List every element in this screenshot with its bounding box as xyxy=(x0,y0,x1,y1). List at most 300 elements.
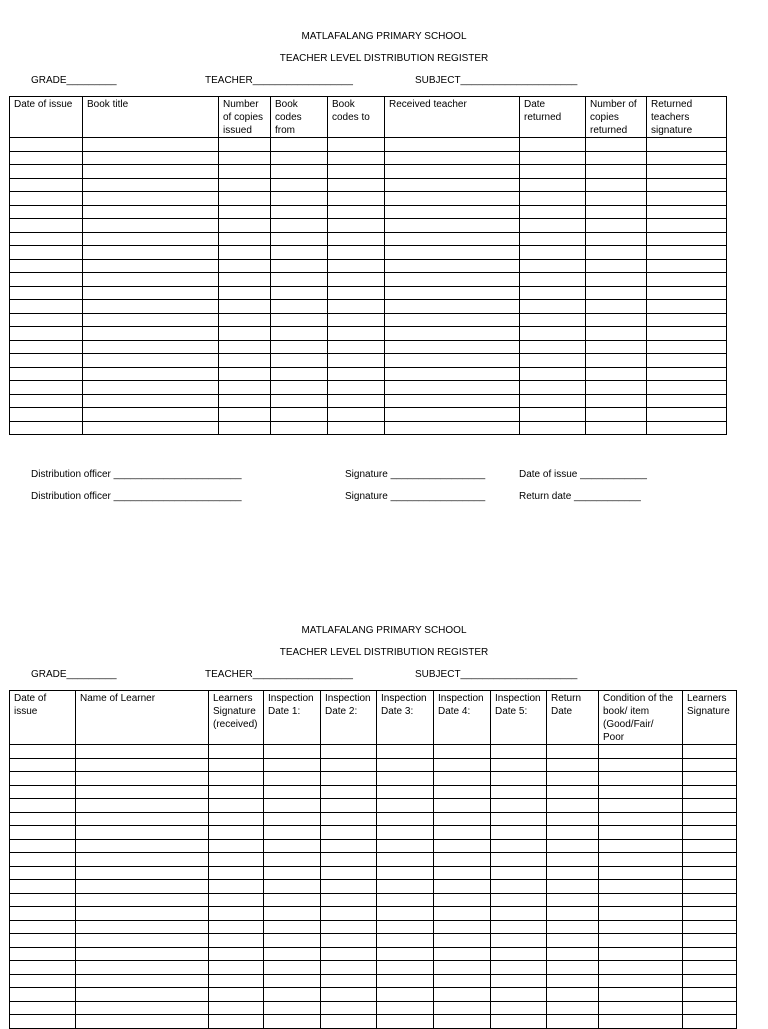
table-cell[interactable] xyxy=(321,839,377,853)
table-cell[interactable] xyxy=(647,259,727,273)
table-cell[interactable] xyxy=(647,327,727,341)
table-cell[interactable] xyxy=(271,192,328,206)
table-cell[interactable] xyxy=(385,286,520,300)
table-cell[interactable] xyxy=(83,367,219,381)
table-cell[interactable] xyxy=(209,988,264,1002)
table-cell[interactable] xyxy=(520,421,586,435)
table-cell[interactable] xyxy=(683,745,737,759)
table-cell[interactable] xyxy=(328,327,385,341)
table-cell[interactable] xyxy=(647,165,727,179)
table-cell[interactable] xyxy=(491,961,547,975)
table-cell[interactable] xyxy=(264,745,321,759)
table-cell[interactable] xyxy=(683,934,737,948)
table-cell[interactable] xyxy=(271,273,328,287)
table-cell[interactable] xyxy=(377,934,434,948)
table-cell[interactable] xyxy=(377,745,434,759)
table-cell[interactable] xyxy=(10,1015,76,1029)
table-cell[interactable] xyxy=(264,1015,321,1029)
table-cell[interactable] xyxy=(10,205,83,219)
table-cell[interactable] xyxy=(264,893,321,907)
table-cell[interactable] xyxy=(321,785,377,799)
table-cell[interactable] xyxy=(377,988,434,1002)
table-cell[interactable] xyxy=(209,785,264,799)
table-cell[interactable] xyxy=(547,866,599,880)
table-cell[interactable] xyxy=(547,988,599,1002)
table-cell[interactable] xyxy=(10,232,83,246)
table-cell[interactable] xyxy=(520,408,586,422)
table-cell[interactable] xyxy=(10,313,83,327)
table-cell[interactable] xyxy=(586,138,647,152)
table-cell[interactable] xyxy=(547,893,599,907)
table-cell[interactable] xyxy=(271,138,328,152)
table-cell[interactable] xyxy=(434,1001,491,1015)
table-cell[interactable] xyxy=(683,947,737,961)
table-cell[interactable] xyxy=(377,772,434,786)
table-cell[interactable] xyxy=(647,178,727,192)
table-cell[interactable] xyxy=(547,961,599,975)
table-cell[interactable] xyxy=(599,1001,683,1015)
table-cell[interactable] xyxy=(491,988,547,1002)
table-cell[interactable] xyxy=(76,812,209,826)
table-cell[interactable] xyxy=(219,340,271,354)
table-cell[interactable] xyxy=(520,178,586,192)
table-cell[interactable] xyxy=(328,178,385,192)
table-cell[interactable] xyxy=(434,799,491,813)
table-cell[interactable] xyxy=(520,246,586,260)
table-cell[interactable] xyxy=(328,367,385,381)
table-cell[interactable] xyxy=(647,286,727,300)
table-cell[interactable] xyxy=(209,1001,264,1015)
table-cell[interactable] xyxy=(385,259,520,273)
grade-field[interactable]: GRADE_________ xyxy=(31,669,117,680)
table-cell[interactable] xyxy=(586,165,647,179)
table-cell[interactable] xyxy=(321,772,377,786)
table-cell[interactable] xyxy=(10,273,83,287)
table-cell[interactable] xyxy=(321,866,377,880)
table-cell[interactable] xyxy=(10,354,83,368)
table-cell[interactable] xyxy=(83,246,219,260)
table-cell[interactable] xyxy=(491,974,547,988)
table-cell[interactable] xyxy=(271,421,328,435)
table-cell[interactable] xyxy=(434,907,491,921)
table-cell[interactable] xyxy=(647,151,727,165)
table-cell[interactable] xyxy=(491,1015,547,1029)
table-cell[interactable] xyxy=(219,394,271,408)
table-cell[interactable] xyxy=(10,165,83,179)
table-cell[interactable] xyxy=(377,812,434,826)
table-cell[interactable] xyxy=(683,880,737,894)
table-cell[interactable] xyxy=(76,893,209,907)
table-cell[interactable] xyxy=(209,799,264,813)
return-date-field[interactable]: Return date ____________ xyxy=(519,491,641,502)
table-cell[interactable] xyxy=(328,273,385,287)
teacher-field[interactable]: TEACHER__________________ xyxy=(205,669,353,680)
table-cell[interactable] xyxy=(321,812,377,826)
table-cell[interactable] xyxy=(321,880,377,894)
table-cell[interactable] xyxy=(219,232,271,246)
table-cell[interactable] xyxy=(547,880,599,894)
table-cell[interactable] xyxy=(547,1001,599,1015)
table-cell[interactable] xyxy=(271,232,328,246)
signature-field[interactable]: Signature _________________ xyxy=(345,469,486,480)
table-cell[interactable] xyxy=(83,205,219,219)
table-cell[interactable] xyxy=(271,246,328,260)
table-cell[interactable] xyxy=(520,273,586,287)
table-cell[interactable] xyxy=(219,178,271,192)
table-cell[interactable] xyxy=(547,1015,599,1029)
table-cell[interactable] xyxy=(599,961,683,975)
table-cell[interactable] xyxy=(219,165,271,179)
table-cell[interactable] xyxy=(647,313,727,327)
table-cell[interactable] xyxy=(10,758,76,772)
table-cell[interactable] xyxy=(76,772,209,786)
table-cell[interactable] xyxy=(683,812,737,826)
table-cell[interactable] xyxy=(321,745,377,759)
table-cell[interactable] xyxy=(328,421,385,435)
table-cell[interactable] xyxy=(586,259,647,273)
table-cell[interactable] xyxy=(385,327,520,341)
table-cell[interactable] xyxy=(264,1001,321,1015)
table-cell[interactable] xyxy=(10,192,83,206)
table-cell[interactable] xyxy=(586,354,647,368)
table-cell[interactable] xyxy=(264,974,321,988)
table-cell[interactable] xyxy=(219,381,271,395)
table-cell[interactable] xyxy=(271,219,328,233)
table-cell[interactable] xyxy=(328,205,385,219)
table-cell[interactable] xyxy=(599,758,683,772)
table-cell[interactable] xyxy=(385,367,520,381)
table-cell[interactable] xyxy=(83,313,219,327)
table-cell[interactable] xyxy=(586,394,647,408)
table-cell[interactable] xyxy=(683,853,737,867)
table-cell[interactable] xyxy=(683,799,737,813)
table-cell[interactable] xyxy=(328,151,385,165)
table-cell[interactable] xyxy=(385,340,520,354)
table-cell[interactable] xyxy=(520,286,586,300)
table-cell[interactable] xyxy=(10,880,76,894)
table-cell[interactable] xyxy=(83,354,219,368)
table-cell[interactable] xyxy=(647,394,727,408)
table-cell[interactable] xyxy=(264,947,321,961)
table-cell[interactable] xyxy=(683,839,737,853)
table-cell[interactable] xyxy=(434,772,491,786)
table-cell[interactable] xyxy=(647,219,727,233)
table-cell[interactable] xyxy=(10,893,76,907)
table-cell[interactable] xyxy=(491,934,547,948)
table-cell[interactable] xyxy=(83,408,219,422)
table-cell[interactable] xyxy=(377,920,434,934)
table-cell[interactable] xyxy=(599,866,683,880)
table-cell[interactable] xyxy=(586,151,647,165)
table-cell[interactable] xyxy=(385,246,520,260)
table-cell[interactable] xyxy=(491,745,547,759)
table-cell[interactable] xyxy=(10,826,76,840)
table-cell[interactable] xyxy=(377,1001,434,1015)
table-cell[interactable] xyxy=(385,421,520,435)
table-cell[interactable] xyxy=(83,151,219,165)
table-cell[interactable] xyxy=(83,421,219,435)
table-cell[interactable] xyxy=(76,853,209,867)
table-cell[interactable] xyxy=(647,205,727,219)
table-cell[interactable] xyxy=(271,259,328,273)
table-cell[interactable] xyxy=(10,947,76,961)
table-cell[interactable] xyxy=(264,907,321,921)
table-cell[interactable] xyxy=(10,151,83,165)
table-cell[interactable] xyxy=(385,408,520,422)
table-cell[interactable] xyxy=(76,1015,209,1029)
table-cell[interactable] xyxy=(271,408,328,422)
table-cell[interactable] xyxy=(683,961,737,975)
table-cell[interactable] xyxy=(209,934,264,948)
table-cell[interactable] xyxy=(647,246,727,260)
table-cell[interactable] xyxy=(10,907,76,921)
table-cell[interactable] xyxy=(10,138,83,152)
table-cell[interactable] xyxy=(10,178,83,192)
table-cell[interactable] xyxy=(76,934,209,948)
table-cell[interactable] xyxy=(328,232,385,246)
table-cell[interactable] xyxy=(76,799,209,813)
table-cell[interactable] xyxy=(377,826,434,840)
table-cell[interactable] xyxy=(10,866,76,880)
table-cell[interactable] xyxy=(271,381,328,395)
table-cell[interactable] xyxy=(219,273,271,287)
table-cell[interactable] xyxy=(547,934,599,948)
table-cell[interactable] xyxy=(547,772,599,786)
table-cell[interactable] xyxy=(219,300,271,314)
table-cell[interactable] xyxy=(76,745,209,759)
table-cell[interactable] xyxy=(264,920,321,934)
table-cell[interactable] xyxy=(547,785,599,799)
table-cell[interactable] xyxy=(491,785,547,799)
table-cell[interactable] xyxy=(385,300,520,314)
table-cell[interactable] xyxy=(209,826,264,840)
table-cell[interactable] xyxy=(83,327,219,341)
table-cell[interactable] xyxy=(547,812,599,826)
table-cell[interactable] xyxy=(219,138,271,152)
table-cell[interactable] xyxy=(491,826,547,840)
table-cell[interactable] xyxy=(547,947,599,961)
table-cell[interactable] xyxy=(83,394,219,408)
table-cell[interactable] xyxy=(491,799,547,813)
table-cell[interactable] xyxy=(586,178,647,192)
table-cell[interactable] xyxy=(599,745,683,759)
table-cell[interactable] xyxy=(219,367,271,381)
table-cell[interactable] xyxy=(328,259,385,273)
table-cell[interactable] xyxy=(491,812,547,826)
table-cell[interactable] xyxy=(328,300,385,314)
table-cell[interactable] xyxy=(586,286,647,300)
table-cell[interactable] xyxy=(520,327,586,341)
table-cell[interactable] xyxy=(520,232,586,246)
table-cell[interactable] xyxy=(10,408,83,422)
table-cell[interactable] xyxy=(520,313,586,327)
table-cell[interactable] xyxy=(264,785,321,799)
table-cell[interactable] xyxy=(219,151,271,165)
subject-field[interactable]: SUBJECT_____________________ xyxy=(415,75,578,86)
table-cell[interactable] xyxy=(10,1001,76,1015)
table-cell[interactable] xyxy=(10,259,83,273)
teacher-field[interactable]: TEACHER__________________ xyxy=(205,75,353,86)
table-cell[interactable] xyxy=(76,947,209,961)
table-cell[interactable] xyxy=(83,340,219,354)
table-cell[interactable] xyxy=(209,961,264,975)
table-cell[interactable] xyxy=(683,866,737,880)
table-cell[interactable] xyxy=(385,273,520,287)
table-cell[interactable] xyxy=(491,839,547,853)
table-cell[interactable] xyxy=(219,205,271,219)
table-cell[interactable] xyxy=(647,367,727,381)
distribution-officer-field[interactable]: Distribution officer _______________________ xyxy=(31,469,242,480)
table-cell[interactable] xyxy=(271,178,328,192)
table-cell[interactable] xyxy=(520,367,586,381)
table-cell[interactable] xyxy=(547,826,599,840)
table-cell[interactable] xyxy=(219,408,271,422)
table-cell[interactable] xyxy=(271,205,328,219)
table-cell[interactable] xyxy=(377,839,434,853)
table-cell[interactable] xyxy=(10,772,76,786)
table-cell[interactable] xyxy=(271,313,328,327)
table-cell[interactable] xyxy=(264,839,321,853)
table-cell[interactable] xyxy=(377,866,434,880)
table-cell[interactable] xyxy=(599,812,683,826)
table-cell[interactable] xyxy=(10,381,83,395)
table-cell[interactable] xyxy=(271,327,328,341)
table-cell[interactable] xyxy=(76,961,209,975)
table-cell[interactable] xyxy=(328,354,385,368)
table-cell[interactable] xyxy=(328,340,385,354)
table-cell[interactable] xyxy=(491,907,547,921)
table-cell[interactable] xyxy=(385,381,520,395)
table-cell[interactable] xyxy=(520,259,586,273)
subject-field[interactable]: SUBJECT_____________________ xyxy=(415,669,578,680)
table-cell[interactable] xyxy=(520,340,586,354)
table-cell[interactable] xyxy=(219,313,271,327)
table-cell[interactable] xyxy=(683,785,737,799)
table-cell[interactable] xyxy=(10,988,76,1002)
table-cell[interactable] xyxy=(586,408,647,422)
table-cell[interactable] xyxy=(385,205,520,219)
table-cell[interactable] xyxy=(264,799,321,813)
table-cell[interactable] xyxy=(219,192,271,206)
table-cell[interactable] xyxy=(599,799,683,813)
table-cell[interactable] xyxy=(586,300,647,314)
table-cell[interactable] xyxy=(264,880,321,894)
table-cell[interactable] xyxy=(599,839,683,853)
table-cell[interactable] xyxy=(599,772,683,786)
table-cell[interactable] xyxy=(10,974,76,988)
table-cell[interactable] xyxy=(76,920,209,934)
table-cell[interactable] xyxy=(321,920,377,934)
table-cell[interactable] xyxy=(76,880,209,894)
table-cell[interactable] xyxy=(377,947,434,961)
table-cell[interactable] xyxy=(377,893,434,907)
table-cell[interactable] xyxy=(321,934,377,948)
table-cell[interactable] xyxy=(647,138,727,152)
table-cell[interactable] xyxy=(377,785,434,799)
table-cell[interactable] xyxy=(321,1015,377,1029)
table-cell[interactable] xyxy=(209,907,264,921)
table-cell[interactable] xyxy=(10,785,76,799)
grade-field[interactable]: GRADE_________ xyxy=(31,75,117,86)
table-cell[interactable] xyxy=(271,354,328,368)
table-cell[interactable] xyxy=(520,165,586,179)
table-cell[interactable] xyxy=(683,1001,737,1015)
table-cell[interactable] xyxy=(209,758,264,772)
table-cell[interactable] xyxy=(209,866,264,880)
table-cell[interactable] xyxy=(547,920,599,934)
table-cell[interactable] xyxy=(76,866,209,880)
table-cell[interactable] xyxy=(599,853,683,867)
table-cell[interactable] xyxy=(385,394,520,408)
table-cell[interactable] xyxy=(599,893,683,907)
table-cell[interactable] xyxy=(209,893,264,907)
table-cell[interactable] xyxy=(321,961,377,975)
table-cell[interactable] xyxy=(599,785,683,799)
table-cell[interactable] xyxy=(586,421,647,435)
table-cell[interactable] xyxy=(547,974,599,988)
table-cell[interactable] xyxy=(434,812,491,826)
table-cell[interactable] xyxy=(76,907,209,921)
table-cell[interactable] xyxy=(83,300,219,314)
table-cell[interactable] xyxy=(647,273,727,287)
table-cell[interactable] xyxy=(10,812,76,826)
table-cell[interactable] xyxy=(586,232,647,246)
table-cell[interactable] xyxy=(209,880,264,894)
table-cell[interactable] xyxy=(10,300,83,314)
table-cell[interactable] xyxy=(264,758,321,772)
table-cell[interactable] xyxy=(209,853,264,867)
table-cell[interactable] xyxy=(321,907,377,921)
table-cell[interactable] xyxy=(10,839,76,853)
table-cell[interactable] xyxy=(434,988,491,1002)
table-cell[interactable] xyxy=(328,381,385,395)
table-cell[interactable] xyxy=(586,273,647,287)
table-cell[interactable] xyxy=(520,192,586,206)
table-cell[interactable] xyxy=(83,138,219,152)
table-cell[interactable] xyxy=(219,246,271,260)
table-cell[interactable] xyxy=(264,772,321,786)
table-cell[interactable] xyxy=(10,745,76,759)
table-cell[interactable] xyxy=(647,421,727,435)
table-cell[interactable] xyxy=(321,893,377,907)
table-cell[interactable] xyxy=(328,165,385,179)
table-cell[interactable] xyxy=(547,799,599,813)
table-cell[interactable] xyxy=(328,246,385,260)
table-cell[interactable] xyxy=(321,853,377,867)
signature-field[interactable]: Signature _________________ xyxy=(345,491,486,502)
table-cell[interactable] xyxy=(10,246,83,260)
table-cell[interactable] xyxy=(10,219,83,233)
table-cell[interactable] xyxy=(321,947,377,961)
table-cell[interactable] xyxy=(586,381,647,395)
table-cell[interactable] xyxy=(491,947,547,961)
table-cell[interactable] xyxy=(10,799,76,813)
table-cell[interactable] xyxy=(586,327,647,341)
table-cell[interactable] xyxy=(10,286,83,300)
table-cell[interactable] xyxy=(10,853,76,867)
table-cell[interactable] xyxy=(271,151,328,165)
table-cell[interactable] xyxy=(83,192,219,206)
table-cell[interactable] xyxy=(599,988,683,1002)
table-cell[interactable] xyxy=(321,826,377,840)
table-cell[interactable] xyxy=(264,812,321,826)
table-cell[interactable] xyxy=(547,907,599,921)
table-cell[interactable] xyxy=(271,300,328,314)
table-cell[interactable] xyxy=(83,381,219,395)
table-cell[interactable] xyxy=(209,947,264,961)
table-cell[interactable] xyxy=(599,947,683,961)
table-cell[interactable] xyxy=(434,920,491,934)
